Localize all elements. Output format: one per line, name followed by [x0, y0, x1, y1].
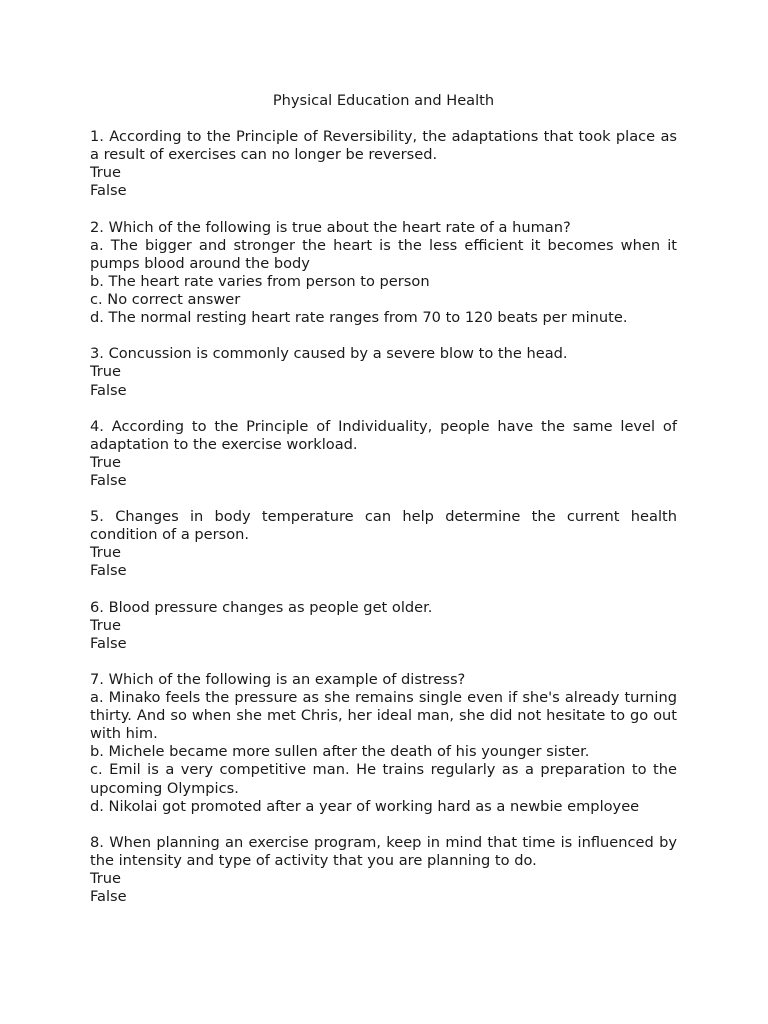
question-prompt: 5. Changes in body temperature can help determine the current health condition of a person.	[90, 508, 677, 544]
question-prompt: 8. When planning an exercise program, keep in mind that time is influenced by the intensity and type of activity that you are planning to do.	[90, 833, 677, 869]
answer-option: c. No correct answer	[90, 291, 241, 309]
spacer	[90, 490, 677, 508]
document-body	[90, 92, 677, 906]
question-2	[90, 219, 677, 328]
question-1	[90, 128, 677, 200]
question-prompt: 7. Which of the following is an example of distress?	[90, 671, 466, 688]
answer-option: True	[90, 363, 121, 381]
answer-option: False	[90, 562, 127, 580]
spacer	[90, 201, 677, 219]
answer-option: a. The bigger and stronger the heart is the less efficient it becomes when it pumps blood around the body	[90, 236, 677, 272]
answer-option: True	[90, 616, 121, 634]
spacer	[90, 110, 677, 128]
answer-option: True	[90, 544, 121, 562]
answer-option: True	[90, 453, 121, 471]
answer-option: False	[90, 471, 127, 489]
question-8	[90, 834, 677, 906]
question-prompt: 4. According to the Principle of Individuality, people have the same level of adaptation to the exercise workload.	[90, 417, 677, 453]
answer-option: False	[90, 182, 127, 200]
question-prompt: 6. Blood pressure changes as people get older.	[90, 598, 433, 616]
answer-option: False	[90, 381, 127, 399]
answer-option: d. Nikolai got promoted after a year of working hard as a newbie employee	[90, 797, 640, 815]
answer-option: True	[90, 164, 121, 182]
answer-option: False	[90, 634, 127, 652]
answer-option: True	[90, 870, 121, 888]
question-7	[90, 671, 677, 816]
spacer	[90, 581, 677, 599]
question-4	[90, 418, 677, 490]
answer-option: False	[90, 888, 127, 906]
spacer	[90, 653, 677, 671]
answer-option: d. The normal resting heart rate ranges from 70 to 120 beats per minute.	[90, 309, 628, 327]
answer-option: a. Minako feels the pressure as she remains single even if she's already turning thirty. And so when she met Chris, her ideal man, she did not hesitate to go out with him.	[90, 689, 677, 743]
question-prompt: 1. According to the Principle of Reversibility, the adaptations that took place as a result of exercises can no longer be reversed.	[90, 128, 677, 164]
question-prompt: 2. Which of the following is true about the heart rate of a human?	[90, 218, 571, 236]
spacer	[90, 327, 677, 345]
spacer	[90, 816, 677, 834]
answer-option: c. Emil is a very competitive man. He trains regularly as a preparation to the upcoming Olympics.	[90, 761, 677, 797]
question-6	[90, 599, 677, 653]
document-title: Physical Education and Health	[272, 92, 495, 109]
answer-option: b. The heart rate varies from person to person	[90, 272, 430, 290]
question-5	[90, 508, 677, 580]
spacer	[90, 400, 677, 418]
question-3	[90, 345, 677, 399]
answer-option: b. Michele became more sullen after the death of his younger sister.	[90, 743, 590, 761]
question-prompt: 3. Concussion is commonly caused by a severe blow to the head.	[90, 345, 568, 363]
